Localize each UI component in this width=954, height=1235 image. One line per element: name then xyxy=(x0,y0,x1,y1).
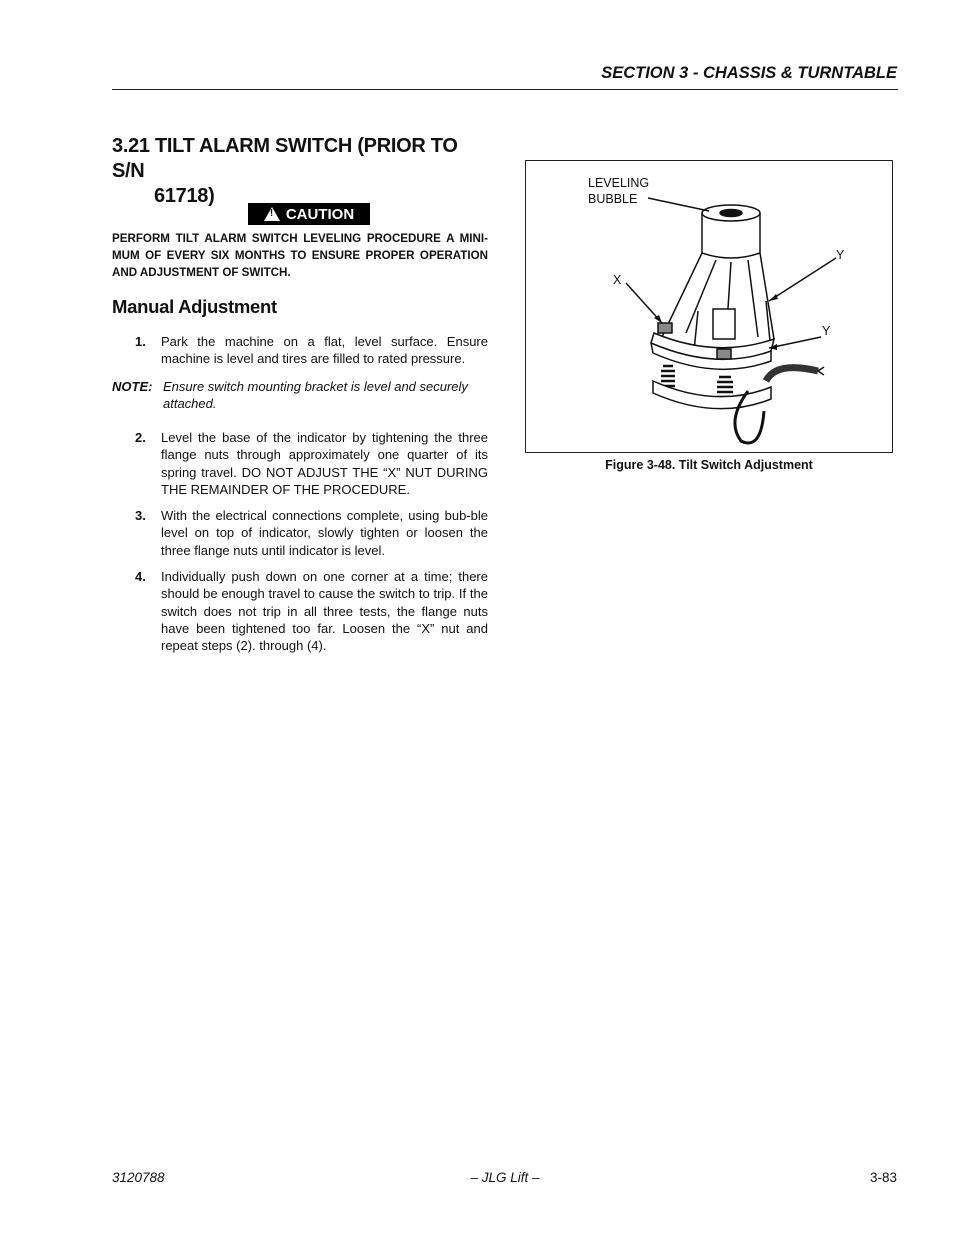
manual-adjustment-heading: Manual Adjustment xyxy=(112,296,277,317)
note xyxy=(112,378,490,413)
callout-y-upper: Y xyxy=(836,248,845,262)
figure-tilt-switch xyxy=(525,160,893,453)
step-2 xyxy=(112,429,488,498)
step-number: 1. xyxy=(135,334,146,349)
figure-caption: Figure 3-48. Tilt Switch Adjustment xyxy=(605,458,813,472)
footer-doc-number: 3120788 xyxy=(112,1170,165,1185)
step-text: Individually push down on one corner at a time; there should be enough travel to cause the switch to trip. If the switch does not trip in all three tests, the flange nuts have been tightened too far. Loosen the “X” nut and repeat steps (2). through (4). xyxy=(161,569,488,654)
step-4 xyxy=(112,568,488,654)
tilt-switch-illustration xyxy=(526,161,892,452)
section-title xyxy=(112,134,492,209)
header-divider xyxy=(112,89,898,90)
step-1 xyxy=(112,333,488,368)
step-number: 2. xyxy=(135,430,146,445)
note-text: Ensure switch mounting bracket is level and securely attached. xyxy=(163,379,468,412)
callout-x: X xyxy=(613,273,622,287)
step-text: Park the machine on a flat, level surface. Ensure machine is level and tires are filled to rated pressure. xyxy=(161,334,488,367)
section-header: SECTION 3 - CHASSIS & TURNTABLE xyxy=(601,64,897,82)
callout-y-lower: Y xyxy=(822,324,831,338)
step-3 xyxy=(112,507,488,559)
caution-label: CAUTION xyxy=(285,205,355,223)
section-title-line1: 3.21 TILT ALARM SWITCH (PRIOR TO S/N xyxy=(112,135,458,182)
step-text: Level the base of the indicator by tightening the three flange nuts through approximately one quarter of its spring travel. DO NOT ADJUST THE “X” NUT DURING THE REMAINDER OF THE PROCEDURE. xyxy=(161,430,488,497)
step-text: With the electrical connections complete, using bub-ble level on top of indicator, slowly tighten or loosen the three flange nuts until indicator is level. xyxy=(161,508,488,558)
callout-leveling-bubble: LEVELING BUBBLE xyxy=(588,176,650,206)
step-number: 4. xyxy=(135,569,146,584)
note-label: NOTE: xyxy=(112,379,153,394)
warning-icon: ! xyxy=(264,207,280,221)
step-number: 3. xyxy=(135,508,146,523)
footer-center: – JLG Lift – xyxy=(470,1170,540,1185)
section-title-line2: 61718) xyxy=(154,185,215,207)
caution-text: PERFORM TILT ALARM SWITCH LEVELING PROCEDURE A MINI-MUM OF EVERY SIX MONTHS TO ENSURE PROPER OPERATION AND ADJUSTMENT OF SWITCH. xyxy=(112,232,488,279)
footer-page-number: 3-83 xyxy=(869,1170,897,1185)
caution-badge xyxy=(248,203,370,225)
